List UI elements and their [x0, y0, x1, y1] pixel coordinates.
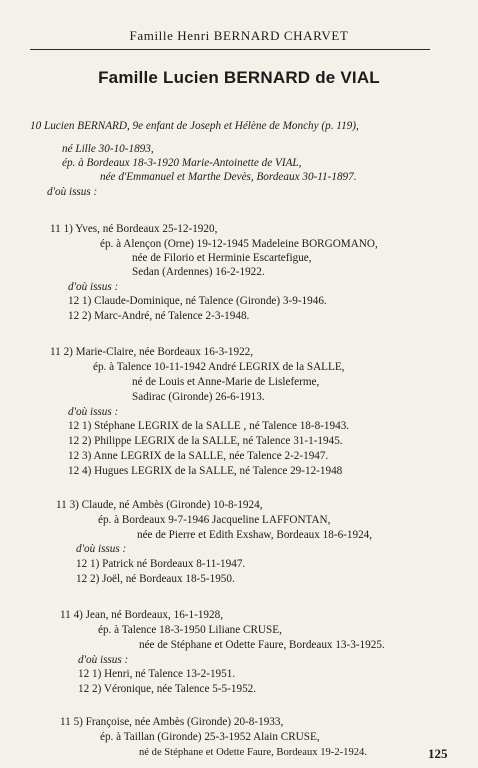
entry-line-12: 12 1) Claude-Dominique, né Talence (Gironde) 3-9-1946.	[68, 295, 327, 307]
entry-line-12: 12 1) Henri, né Talence 13-2-1951.	[78, 668, 236, 680]
entry-line-12: 12 2) Marc-André, né Talence 2-3-1948.	[68, 310, 250, 322]
entry-line-12: 12 3) Anne LEGRIX de la SALLE, née Talence 2-2-1947.	[68, 450, 329, 462]
header-rule	[30, 49, 430, 50]
entry-line: ép. à Talence 18-3-1950 Liliane CRUSE,	[98, 624, 282, 636]
entry-line-11: 11 4) Jean, né Bordeaux, 16-1-1928,	[60, 609, 224, 621]
entry-line: ép. à Bordeaux 9-7-1946 Jacqueline LAFFONTAN,	[98, 514, 331, 526]
issue-label: d'où issus :	[68, 281, 119, 293]
entry-line: ép. à Taillan (Gironde) 25-3-1952 Alain CRUSE,	[100, 731, 320, 743]
page-title: Famille Lucien BERNARD de VIAL	[98, 68, 380, 87]
page-number: 125	[428, 746, 448, 761]
entry-line-10: 10 Lucien BERNARD, 9e enfant de Joseph et Hélène de Monchy (p. 119),	[30, 120, 359, 132]
entry-line: né Lille 30-10-1893,	[62, 143, 154, 155]
issue-label: d'où issus :	[68, 406, 119, 418]
entry-line: ép. à Talence 10-11-1942 André LEGRIX de la SALLE,	[93, 361, 345, 373]
entry-line-11: 11 5) Françoise, née Ambès (Gironde) 20-8-1933,	[60, 716, 284, 728]
entry-line: née de Stéphane et Odette Faure, Bordeaux 13-3-1925.	[139, 639, 385, 651]
entry-line: né de Louis et Anne-Marie de Lisleferme,	[132, 376, 320, 388]
entry-line: Sedan (Ardennes) 16-2-1922.	[132, 266, 265, 278]
issue-label: d'où issus :	[78, 654, 129, 666]
entry-line-12: 12 2) Philippe LEGRIX de la SALLE, né Talence 31-1-1945.	[68, 435, 343, 447]
entry-line: ép. à Alençon (Orne) 19-12-1945 Madeleine BORGOMANO,	[100, 238, 378, 250]
entry-line-11: 11 2) Marie-Claire, née Bordeaux 16-3-1922,	[50, 346, 254, 358]
entry-line: née de Pierre et Edith Exshaw, Bordeaux 18-6-1924,	[137, 529, 373, 541]
entry-line: né de Stéphane et Odette Faure, Bordeaux 19-2-1924.	[139, 747, 367, 758]
entry-line: ép. à Bordeaux 18-3-1920 Marie-Antoinette de VIAL,	[62, 157, 302, 169]
running-header: Famille Henri BERNARD CHARVET	[129, 28, 349, 43]
entry-line: née de Filorio et Herminie Escartefigue,	[132, 252, 312, 264]
entry-line-12: 12 1) Patrick né Bordeaux 8-11-1947.	[76, 558, 246, 570]
issue-label: d'où issus :	[76, 543, 127, 555]
entry-line-11: 11 3) Claude, né Ambès (Gironde) 10-8-1924,	[56, 499, 263, 511]
issue-label: d'où issus :	[47, 186, 98, 198]
entry-line-11: 11 1) Yves, né Bordeaux 25-12-1920,	[50, 223, 218, 235]
entry-line-12: 12 4) Hugues LEGRIX de la SALLE, né Talence 29-12-1948	[68, 465, 343, 477]
entry-line: née d'Emmanuel et Marthe Devès, Bordeaux 30-11-1897.	[100, 171, 357, 183]
entry-line-12: 12 2) Véronique, née Talence 5-5-1952.	[78, 683, 257, 695]
entry-line: Sadirac (Gironde) 26-6-1913.	[132, 391, 265, 403]
entry-line-12: 12 2) Joël, né Bordeaux 18-5-1950.	[76, 573, 235, 585]
entry-line-12: 12 1) Stéphane LEGRIX de la SALLE , né Talence 18-8-1943.	[68, 420, 350, 432]
